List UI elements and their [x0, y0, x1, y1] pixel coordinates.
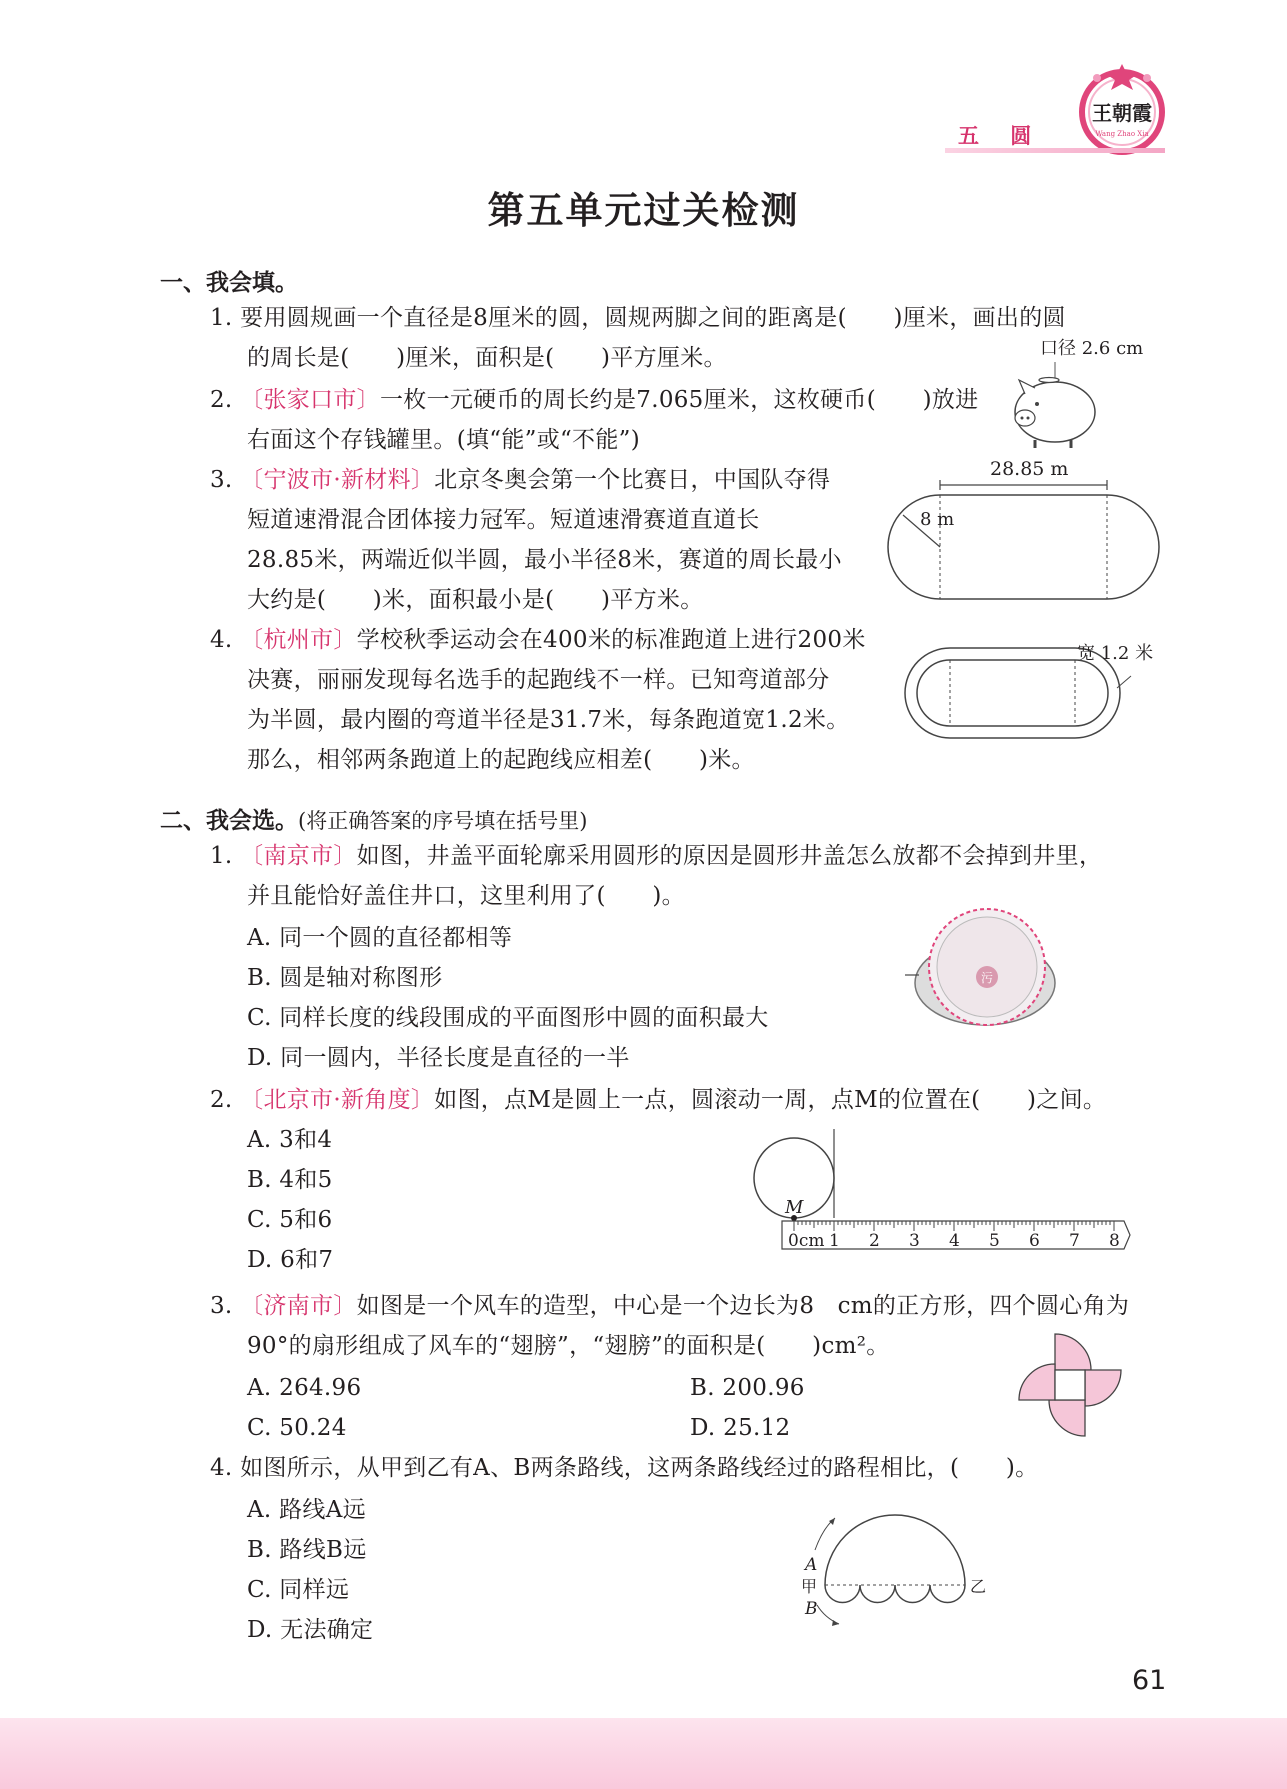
ruler-label: 0cm: [788, 1231, 825, 1251]
brand-sub: Wang Zhao Xia: [1095, 130, 1149, 138]
q2-3-option-b: B. 200.96: [690, 1375, 805, 1401]
q2-3-option-a: A. 264.96: [247, 1375, 362, 1401]
q2-4-option-c: C. 同样远: [247, 1577, 350, 1603]
routes-figure: [795, 1500, 995, 1630]
q2-1-text: 如图，井盖平面轮廓采用圆形的原因是圆形井盖怎么放都不会掉到井里，: [356, 843, 1103, 869]
q2-3-text: 如图是一个风车的造型，中心是一个边长为8 cm的正方形，四个圆心角为: [356, 1293, 1130, 1319]
rolling-circle-ruler-figure: [752, 1125, 1137, 1260]
q2-3-line1: 3. 〔济南市〕如图是一个风车的造型，中心是一个边长为8 cm的正方形，四个圆心角为: [210, 1293, 1130, 1319]
point-m-label: M: [785, 1197, 804, 1218]
ruler-label: 6: [1029, 1231, 1040, 1251]
q2-2-text: 如图，点M是圆上一点，圆滚动一周，点M的位置在( )之间。: [434, 1087, 1107, 1113]
piggy-bank-figure: [1005, 336, 1144, 452]
q2-3-option-c: C. 50.24: [247, 1415, 347, 1441]
track-radius-label: 8 m: [920, 509, 955, 530]
q1-2-line2: 右面这个存钱罐里。(填“能”或“不能”): [247, 427, 640, 453]
track-width-label: 宽 1.2 米: [1077, 643, 1154, 664]
route-a-label: A: [805, 1555, 818, 1575]
q2-1-line2: 并且能恰好盖住井口，这里利用了( )。: [247, 883, 685, 909]
q1-3-tag: 〔宁波市·新材料〕: [240, 467, 435, 493]
q2-1-option-c: C. 同样长度的线段围成的平面图形中圆的面积最大: [247, 1005, 769, 1031]
section1-heading: 一、我会填。: [160, 270, 298, 296]
q1-3-line3: 28.85米，两端近似半圆，最小半径8米，赛道的周长最小: [247, 547, 842, 573]
ruler-label: 7: [1069, 1231, 1080, 1251]
speed-skating-track-figure: [885, 455, 1160, 605]
section2-heading: [160, 802, 587, 835]
q1-1-line2: 的周长是( )厘米，面积是( )平方厘米。: [247, 345, 727, 371]
q1-3-line2: 短道速滑混合团体接力冠军。短道速滑赛道直道长: [247, 507, 760, 533]
q2-2-option-b: B. 4和5: [247, 1167, 333, 1193]
ruler-label: 4: [949, 1231, 960, 1251]
end-label: 乙: [970, 1577, 987, 1596]
q2-1-tag: 〔南京市〕: [240, 843, 357, 869]
q2-4-option-a: A. 路线A远: [247, 1497, 366, 1523]
route-b-label: B: [805, 1599, 818, 1619]
piggy-bank-label: 口径 2.6 cm: [1040, 338, 1144, 359]
page-title: 第五单元过关检测: [487, 189, 800, 232]
bottom-decoration-band: [0, 1718, 1287, 1789]
ruler-label: 8: [1109, 1231, 1120, 1251]
windmill-figure: [1015, 1330, 1125, 1440]
manhole-cover-char: 污: [980, 971, 994, 985]
header-divider: [945, 148, 1165, 153]
q1-4-line3: 为半圆，最内圈的弯道半径是31.7米，每条跑道宽1.2米。: [247, 707, 850, 733]
ruler-label: 2: [869, 1231, 880, 1251]
q1-4-line4: 那么，相邻两条跑道上的起跑线应相差( )米。: [247, 747, 755, 773]
ruler-label: 1: [829, 1231, 840, 1251]
section2-heading-text: 二、我会选。: [160, 808, 298, 834]
q1-4-line2: 决赛，丽丽发现每名选手的起跑线不一样。已知弯道部分: [247, 667, 830, 693]
q2-2-option-c: C. 5和6: [247, 1207, 333, 1233]
q2-3-line2: 90°的扇形组成了风车的“翅膀”，“翅膀”的面积是( )cm²。: [247, 1333, 890, 1359]
q2-4-option-b: B. 路线B远: [247, 1537, 367, 1563]
ruler-labels: [788, 1231, 1120, 1251]
manhole-cover-figure: [905, 905, 1065, 1035]
q2-2-line1: 2. 〔北京市·新角度〕如图，点M是圆上一点，圆滚动一周，点M的位置在( )之间。: [210, 1087, 1107, 1113]
q2-3-tag: 〔济南市〕: [240, 1293, 357, 1319]
q1-3-text: 北京冬奥会第一个比赛日，中国队夺得: [434, 467, 831, 493]
page-number: 61: [1132, 1665, 1167, 1696]
start-label: 甲: [801, 1577, 818, 1596]
q2-1-option-d: D. 同一圆内，半径长度是直径的一半: [247, 1045, 630, 1071]
section2-note: (将正确答案的序号填在括号里): [298, 809, 588, 833]
q2-2-option-d: D. 6和7: [247, 1247, 334, 1273]
q2-1-line1: 1. 〔南京市〕如图，井盖平面轮廓采用圆形的原因是圆形井盖怎么放都不会掉到井里，: [210, 843, 1103, 869]
q1-2-tag: 〔张家口市〕: [240, 387, 380, 413]
q1-3-line4: 大约是( )米，面积最小是( )平方米。: [247, 587, 704, 613]
q2-1-option-b: B. 圆是轴对称图形: [247, 965, 443, 991]
q1-4-line1: 4. 〔杭州市〕学校秋季运动会在400米的标准跑道上进行200米: [210, 627, 866, 653]
ruler-label: 5: [989, 1231, 1000, 1251]
track-length-label: 28.85 m: [990, 458, 1069, 480]
brand-name: 王朝霞: [1092, 101, 1152, 125]
q2-4-line1: 4. 如图所示，从甲到乙有A、B两条路线，这两条路线经过的路程相比，( )。: [210, 1455, 1039, 1481]
running-track-figure: [905, 640, 1165, 755]
ruler-label: 3: [909, 1231, 920, 1251]
q1-1-line1: 1. 要用圆规画一个直径是8厘米的圆，圆规两脚之间的距离是( )厘米，画出的圆: [210, 305, 1066, 331]
unit-label: 五 圆: [958, 124, 1044, 148]
q2-1-option-a: A. 同一个圆的直径都相等: [247, 925, 513, 951]
q1-4-text: 学校秋季运动会在400米的标准跑道上进行200米: [356, 627, 866, 653]
q2-2-option-a: A. 3和4: [247, 1127, 333, 1153]
q2-4-option-d: D. 无法确定: [247, 1617, 374, 1643]
q2-2-tag: 〔北京市·新角度〕: [240, 1087, 435, 1113]
brand-badge: [1075, 62, 1170, 157]
q1-2-text: 一枚一元硬币的周长约是7.065厘米，这枚硬币( )放进: [379, 387, 979, 413]
q1-2-line1: 2. 〔张家口市〕一枚一元硬币的周长约是7.065厘米，这枚硬币( )放进: [210, 387, 979, 413]
q2-3-option-d: D. 25.12: [690, 1415, 791, 1441]
q1-4-tag: 〔杭州市〕: [240, 627, 357, 653]
q1-3-line1: 3. 〔宁波市·新材料〕北京冬奥会第一个比赛日，中国队夺得: [210, 467, 831, 493]
